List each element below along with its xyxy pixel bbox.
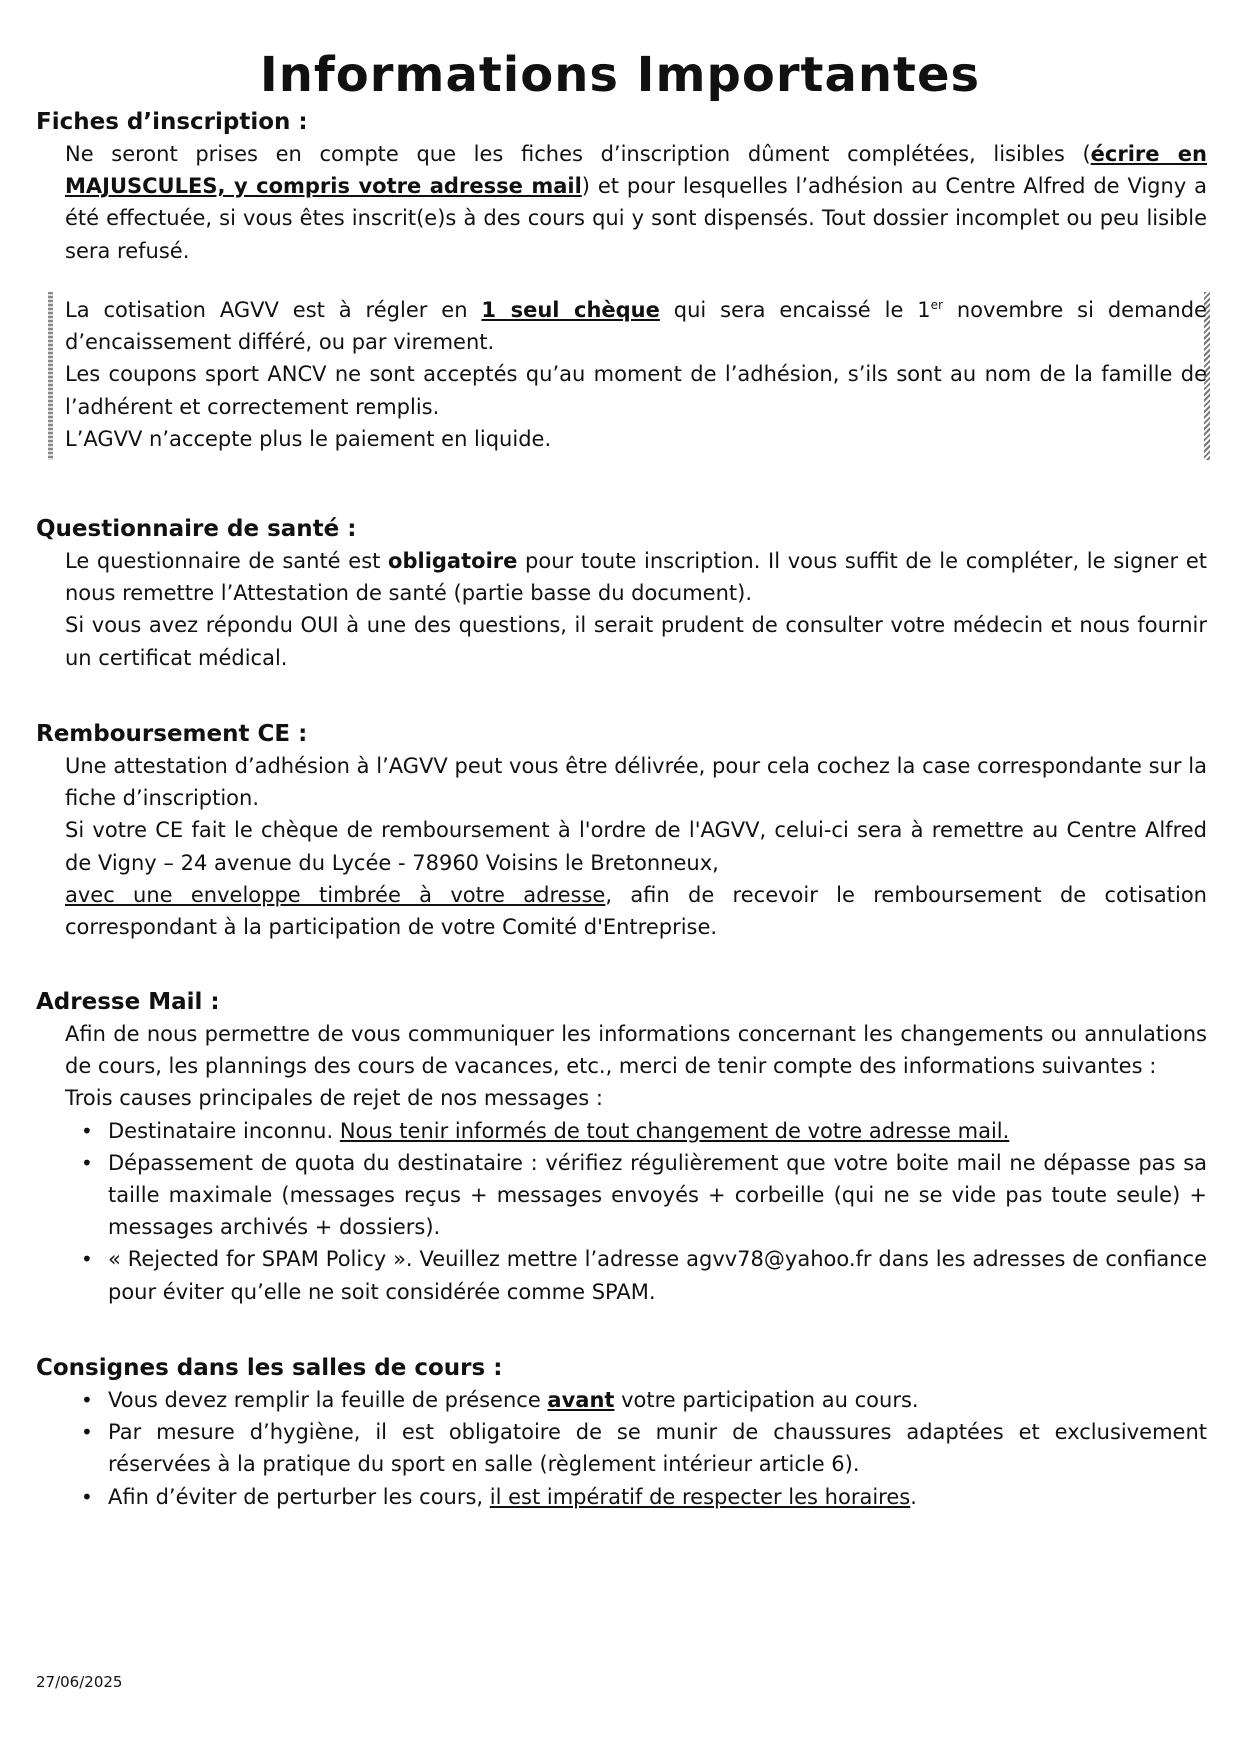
text-segment: , afin de recevoir le remboursement de cotisation correspondant à la participation de votre Comité d'Entreprise. (65, 882, 1207, 940)
paragraph-mail-1: Afin de nous permettre de vous communiquer les informations concernant les changements ou annulations de cours, les plannings des cours de vacances, etc., merci de tenir compte des informations suivantes : (65, 1022, 1207, 1079)
list-item (65, 1147, 1207, 1244)
paragraph-mail-2: Trois causes principales de rejet de nos messages : (65, 1086, 603, 1111)
paragraph-coupons-ancv: Les coupons sport ANCV ne sont acceptés qu’au moment de l’adhésion, s’ils sont au nom de la famille de l’adhérent et correctement remplis. (65, 362, 1207, 419)
text-segment: . (910, 1484, 917, 1509)
text-segment: Le questionnaire de santé est (65, 549, 389, 573)
list-item (65, 1384, 1207, 1416)
text-segment: votre participation au cours. (614, 1388, 919, 1412)
bullet-icon: • (81, 1247, 93, 1272)
body-adresse-mail (65, 1018, 1207, 1308)
bullet-icon: • (81, 1388, 93, 1412)
text-segment: Dépassement de quota du destinataire : vérifiez régulièrement que votre boite mail ne dépasse pas sa taille maximale (messages reçus + messages envoyés + corbeille (qui ne se vide pas toute seule) + messages archivés + dossiers). (108, 1150, 1207, 1240)
text-segment: qui sera encaissé le 1 (659, 298, 931, 322)
bullet-icon: • (81, 1118, 93, 1143)
list-item (65, 1481, 1207, 1513)
list-item (65, 1115, 1207, 1147)
text-segment: Afin d’éviter de perturber les cours, (108, 1484, 490, 1509)
emphasis-enveloppe: avec une enveloppe timbrée à votre adresse (65, 882, 606, 907)
box-border-left (48, 292, 53, 460)
body-consignes (65, 1384, 1207, 1513)
section-fiches-inscription (36, 106, 1206, 267)
emphasis-horaires: il est impératif de respecter les horaires (489, 1484, 911, 1509)
paragraph-sante-2: Si vous avez répondu OUI à une des questions, il serait prudent de consulter votre médecin et nous fournir un certificat médical. (65, 613, 1207, 670)
paragraph-sante-1 (65, 545, 1207, 609)
list-item (65, 1416, 1207, 1480)
consignes-bullet-list (65, 1384, 1207, 1513)
text-segment: novembre si demande d’encaissement différé, ou par virement. (65, 298, 1207, 355)
text-segment: ) et pour lesquelles l’adhésion au Centre Alfred de Vigny a été effectuée, si vous êtes inscrit(e)s à des cours qui y sont dispensés. Tout dossier incomplet ou peu lisible sera refusé. (65, 174, 1207, 263)
text-segment: La cotisation AGVV est à régler en (65, 298, 482, 322)
bullet-icon: • (81, 1420, 93, 1445)
emphasis-un-seul-cheque: 1 seul chèque (481, 298, 660, 322)
heading-consignes: Consignes dans les salles de cours : (36, 1355, 503, 1381)
heading-questionnaire-sante: Questionnaire de santé : (36, 516, 357, 542)
paragraph-fiches (65, 138, 1207, 267)
paragraph-liquide: L’AGVV n’accepte plus le paiement en liquide. (65, 426, 552, 451)
emphasis-majuscules: écrire en MAJUSCULES, y compris votre adresse mail (65, 142, 1207, 199)
emphasis-obligatoire: obligatoire (388, 549, 518, 573)
body-questionnaire-sante (65, 545, 1207, 674)
section-questionnaire-sante (36, 513, 1206, 674)
emphasis-changement-adresse: Nous tenir informés de tout changement de votre adresse mail. (339, 1118, 1010, 1143)
paragraph-remboursement-3 (65, 879, 1207, 943)
superscript-er: er (930, 298, 943, 312)
bullet-icon: • (81, 1150, 93, 1175)
text-segment: Par mesure d’hygiène, il est obligatoire de se munir de chaussures adaptées et exclusivement réservées à la pratique du sport en salle (règlement intérieur article 6). (108, 1420, 1207, 1477)
paragraph-remboursement-1: Une attestation d’adhésion à l’AGVV peut vous être délivrée, pour cela cochez la case correspondante sur la fiche d’inscription. (65, 754, 1207, 811)
list-item (65, 1243, 1207, 1307)
footer-date: 27/06/2025 (36, 1673, 123, 1691)
paragraph-cotisation (65, 294, 1207, 358)
section-consignes (36, 1352, 1206, 1513)
paragraph-remboursement-2: Si votre CE fait le chèque de remboursement à l'ordre de l'AGVV, celui-ci sera à remettre au Centre Alfred de Vigny – 24 avenue du Lycée - 78960 Voisins le Bretonneux, (65, 818, 1207, 875)
mail-bullet-list (65, 1115, 1207, 1308)
text-segment: pour toute inscription. Il vous suffit de le compléter, le signer et nous remettre l’Attestation de santé (partie basse du document). (65, 549, 1207, 606)
text-segment: Vous devez remplir la feuille de présence (108, 1388, 548, 1412)
heading-fiches-inscription: Fiches d’inscription : (36, 109, 308, 135)
bullet-icon: • (81, 1484, 93, 1509)
text-segment: Destinataire inconnu. (108, 1118, 340, 1143)
body-remboursement-ce (65, 750, 1207, 943)
emphasis-avant: avant (547, 1388, 615, 1412)
body-fiches-inscription (65, 138, 1207, 267)
section-adresse-mail (36, 986, 1206, 1308)
heading-adresse-mail: Adresse Mail : (36, 989, 220, 1015)
section-remboursement-ce (36, 718, 1206, 943)
cotisation-content (65, 294, 1207, 455)
heading-remboursement-ce: Remboursement CE : (36, 721, 308, 747)
page-title: Informations Importantes (259, 47, 981, 103)
cotisation-box (48, 292, 1210, 460)
text-segment: « Rejected for SPAM Policy ». Veuillez mettre l’adresse agvv78@yahoo.fr dans les adresses de confiance pour éviter qu’elle ne soit considérée comme SPAM. (108, 1247, 1207, 1304)
text-segment: Ne seront prises en compte que les fiches d’inscription dûment complétées, lisibles ( (65, 142, 1091, 166)
